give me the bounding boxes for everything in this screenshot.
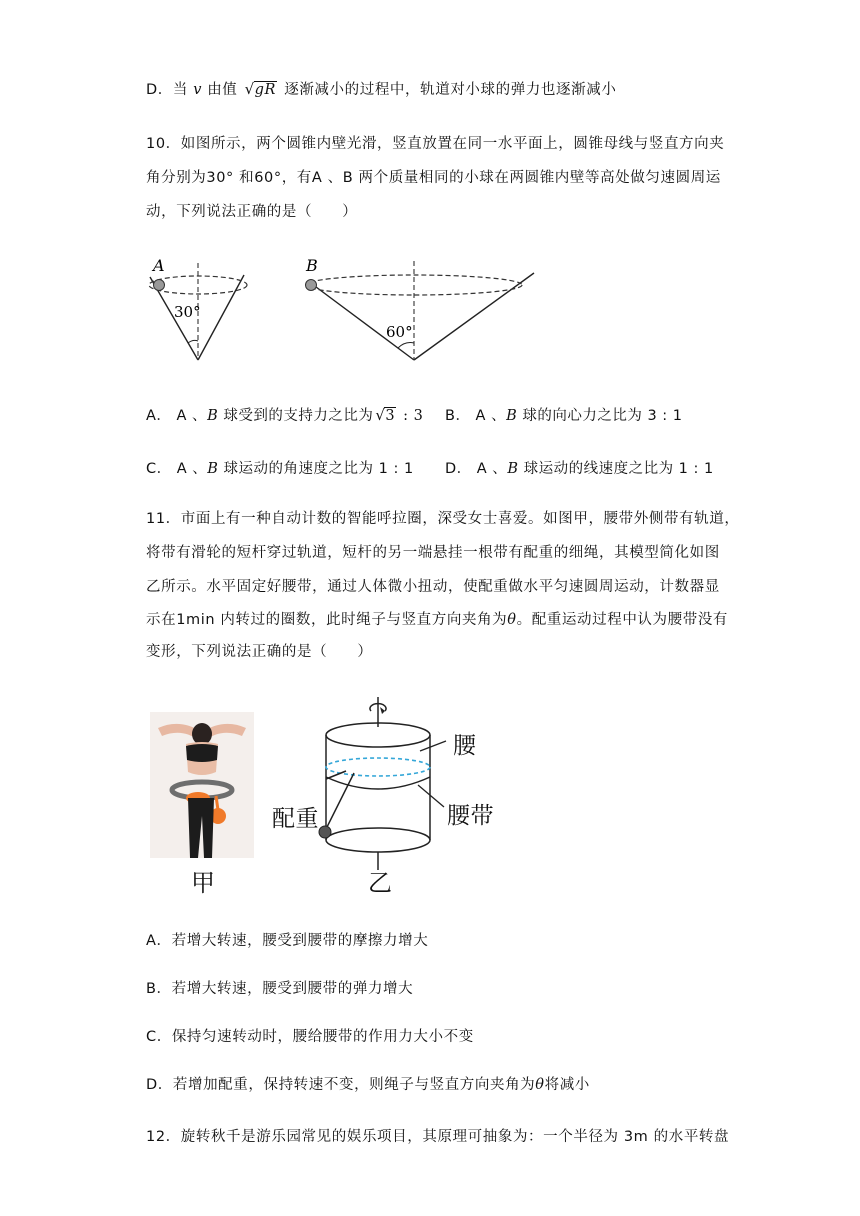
angle-30: 30° <box>174 303 201 321</box>
q10-option-b <box>445 404 683 425</box>
q11-option-a: A．若增大转速，腰受到腰带的摩擦力增大 <box>146 933 429 949</box>
q11-stem-line3: 乙所示。水平固定好腰带，通过人体微小扭动，使配重做水平匀速圆周运动，计数器显 <box>146 579 720 595</box>
caption-jia: 甲 <box>191 869 216 897</box>
q9-optd-prefix: D．当 <box>146 82 194 98</box>
cone-b-diagram <box>298 255 548 365</box>
angle-60: 60° <box>386 323 413 341</box>
label-belt: 腰带 <box>447 803 494 829</box>
q10-opta-prefix: A． A 、 <box>146 408 208 424</box>
q9-optd-suffix: 逐渐减小的过程中，轨道对小球的弹力也逐渐减小 <box>279 82 617 98</box>
q11-theta: θ <box>507 612 517 628</box>
sqrt-gR-arg: gR <box>254 82 277 98</box>
q11-stem-line5: 变形，下列说法正确的是（ ） <box>146 644 373 660</box>
q10-stem-line1: 10．如图所示，两个圆锥内壁光滑，竖直放置在同一水平面上，圆锥母线与竖直方向夹 <box>146 136 725 152</box>
q11-stem-line1: 11．市面上有一种自动计数的智能呼拉圈，深受女士喜爱。如图甲，腰带外侧带有轨道， <box>146 511 740 527</box>
q11-option-b: B．若增大转速，腰受到腰带的弹力增大 <box>146 981 414 997</box>
q10-optc-b: B <box>207 461 219 477</box>
q10-optc-prefix: C． A 、 <box>146 461 208 477</box>
q10-opta-b: B <box>207 408 219 424</box>
q10-optd-prefix: D． A 、 <box>445 461 508 477</box>
q12-stem-line1: 12．旋转秋千是游乐园常见的娱乐项目，其原理可抽象为：一个半径为 3m 的水平转盘 <box>146 1129 730 1145</box>
label-b: B <box>306 256 318 275</box>
q10-optc-text: 球运动的角速度之比为 1 : 1 <box>218 461 414 477</box>
q10-option-a <box>146 404 423 425</box>
q10-optb-text: 球的向心力之比为 3 : 1 <box>517 408 683 424</box>
q11-option-c: C．保持匀速转动时，腰给腰带的作用力大小不变 <box>146 1029 474 1045</box>
q10-optb-b: B <box>506 408 518 424</box>
q11-stem-line4 <box>146 608 728 629</box>
q11-optd-a: D．若增加配重，保持转速不变，则绳子与竖直方向夹角为 <box>146 1077 536 1093</box>
q11-optd-theta: θ <box>535 1077 545 1093</box>
q11-line4-a: 示在1min 内转过的圈数，此时绳子与竖直方向夹角为 <box>146 612 508 628</box>
q9-option-d <box>146 78 616 99</box>
sqrt-3-arg: 3 <box>385 408 396 424</box>
q10-stem-line3: 动，下列说法正确的是（ ） <box>146 204 358 220</box>
q10-option-d <box>445 457 714 478</box>
label-waist: 腰 <box>453 733 477 759</box>
sqrt-gR: √ gR <box>244 80 277 98</box>
q11-line4-b: 。配重运动过程中认为腰带没有 <box>516 612 729 628</box>
cone-a-diagram <box>140 255 260 365</box>
q10-optd-text: 球运动的线速度之比为 1 : 1 <box>518 461 714 477</box>
label-a: A <box>153 256 165 275</box>
q9-optd-var: v <box>193 82 202 98</box>
ball-a <box>154 280 165 291</box>
q11-optd-b: 将减小 <box>544 1077 590 1093</box>
sqrt-3: √ 3 <box>375 406 396 424</box>
q10-optb-prefix: B． A 、 <box>445 408 507 424</box>
q9-optd-mid: 由值 <box>201 82 243 98</box>
q10-opta-tail: : 3 <box>398 408 424 424</box>
q10-opta-text: 球受到的支持力之比为 <box>218 408 374 424</box>
weight-ball <box>319 826 331 838</box>
q11-stem-line2: 将带有滑轮的短杆穿过轨道，短杆的另一端悬挂一根带有配重的细绳，其模型简化如图 <box>146 545 720 561</box>
hula-hoop-photo <box>150 712 254 858</box>
q10-option-c <box>146 457 414 478</box>
q10-stem-line2: 角分别为30° 和60°，有A 、B 两个质量相同的小球在两圆锥内壁等高处做匀速圆周运 <box>146 170 721 186</box>
label-weight: 配重 <box>272 806 319 832</box>
ball-b <box>306 280 317 291</box>
q10-optd-b: B <box>507 461 519 477</box>
q11-option-d <box>146 1073 590 1094</box>
caption-yi: 乙 <box>368 869 393 897</box>
